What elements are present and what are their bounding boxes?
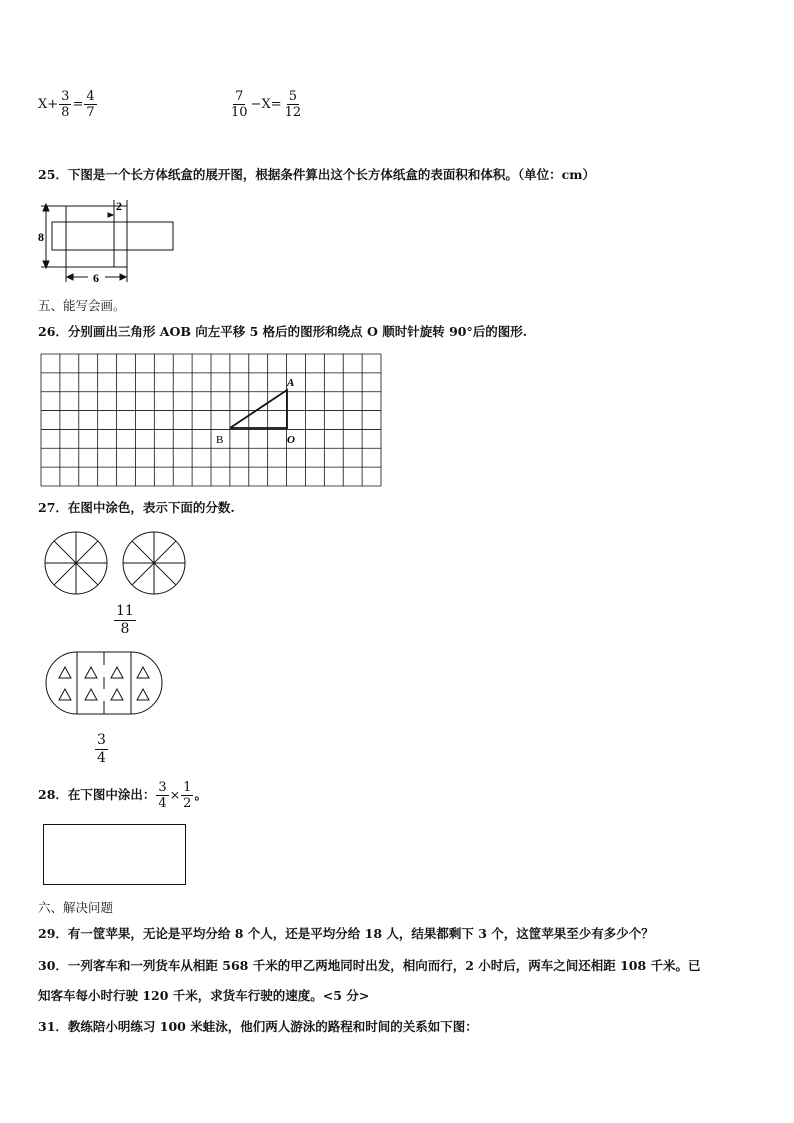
question-28-times: × [169, 787, 181, 802]
section-6-title: 六、解决问题 [38, 900, 114, 915]
small-triangle [59, 667, 71, 678]
box-net-diagram [36, 198, 181, 288]
fraction-three-quarters: $\frac{3}{4}$ [97, 732, 106, 766]
dimension-height-label: 8 [38, 230, 44, 244]
question-28-fraction-a: $\frac{3}{4}$ [158, 779, 167, 811]
small-triangle [85, 667, 97, 678]
question-28-end: 。 [194, 787, 207, 802]
grid-triangle-diagram [40, 353, 382, 487]
shading-rectangle [43, 824, 186, 885]
fraction-circles [44, 530, 190, 600]
question-28-text: 28．在下图中涂出： [38, 787, 156, 802]
fraction-eleven-eighths: $\frac{11}{8}$ [116, 603, 134, 637]
equation-2-fraction-a: $\frac{7}{10}$ [231, 89, 248, 120]
small-triangle [111, 689, 123, 700]
point-o-label: O [287, 434, 295, 446]
equation-2-fraction-b: $\frac{5}{12}$ [284, 89, 302, 120]
section-5-title: 五、能写会画。 [38, 298, 126, 313]
small-triangle [85, 689, 97, 700]
question-27: 27．在图中涂色，表示下面的分数. [38, 500, 235, 515]
equation-1 [38, 89, 98, 120]
question-25: 25．下图是一个长方体纸盒的展开图，根据条件算出这个长方体纸盒的表面积和体积。（单位：cm） [38, 167, 595, 182]
equation-2-op: −X= [250, 97, 282, 112]
equation-2 [228, 89, 304, 120]
dimension-width-label: 2 [116, 199, 122, 213]
equation-1-lead: X+ [38, 97, 59, 112]
small-triangle [59, 689, 71, 700]
equation-1-op: = [72, 97, 84, 112]
triangle-capsule [46, 651, 162, 717]
question-28 [38, 778, 207, 812]
question-30-line-2: 知客车每小时行驶 120 千米，求货车行驶的速度。<5 分> [38, 988, 370, 1003]
equation-1-fraction-b: $\frac{4}{7}$ [86, 89, 95, 120]
question-28-fraction-b: $\frac{1}{2}$ [183, 779, 192, 811]
question-26: 26．分别画出三角形 AOB 向左平移 5 格后的图形和绕点 O 顺时针旋转 90°后的图形. [38, 324, 528, 339]
point-a-label: A [287, 377, 295, 389]
question-30-line-1: 30．一列客车和一列货车从相距 568 千米的甲乙两地同时出发，相向而行，2 小时后，两车之间还相距 108 千米。已 [38, 958, 701, 973]
question-31: 31．教练陪小明练习 100 米蛙泳，他们两人游泳的路程和时间的关系如下图： [38, 1019, 478, 1034]
triangle-aob [230, 390, 287, 428]
small-triangle [137, 689, 149, 700]
question-29: 29．有一筐苹果，无论是平均分给 8 个人，还是平均分给 18 人，结果都剩下 3 个，这筐苹果至少有多少个？ [38, 926, 654, 941]
small-triangle [137, 667, 149, 678]
point-b-label: B [216, 434, 224, 446]
dimension-length-label: 6 [93, 271, 99, 285]
equation-1-fraction-a: $\frac{3}{8}$ [61, 89, 70, 120]
small-triangle [111, 667, 123, 678]
